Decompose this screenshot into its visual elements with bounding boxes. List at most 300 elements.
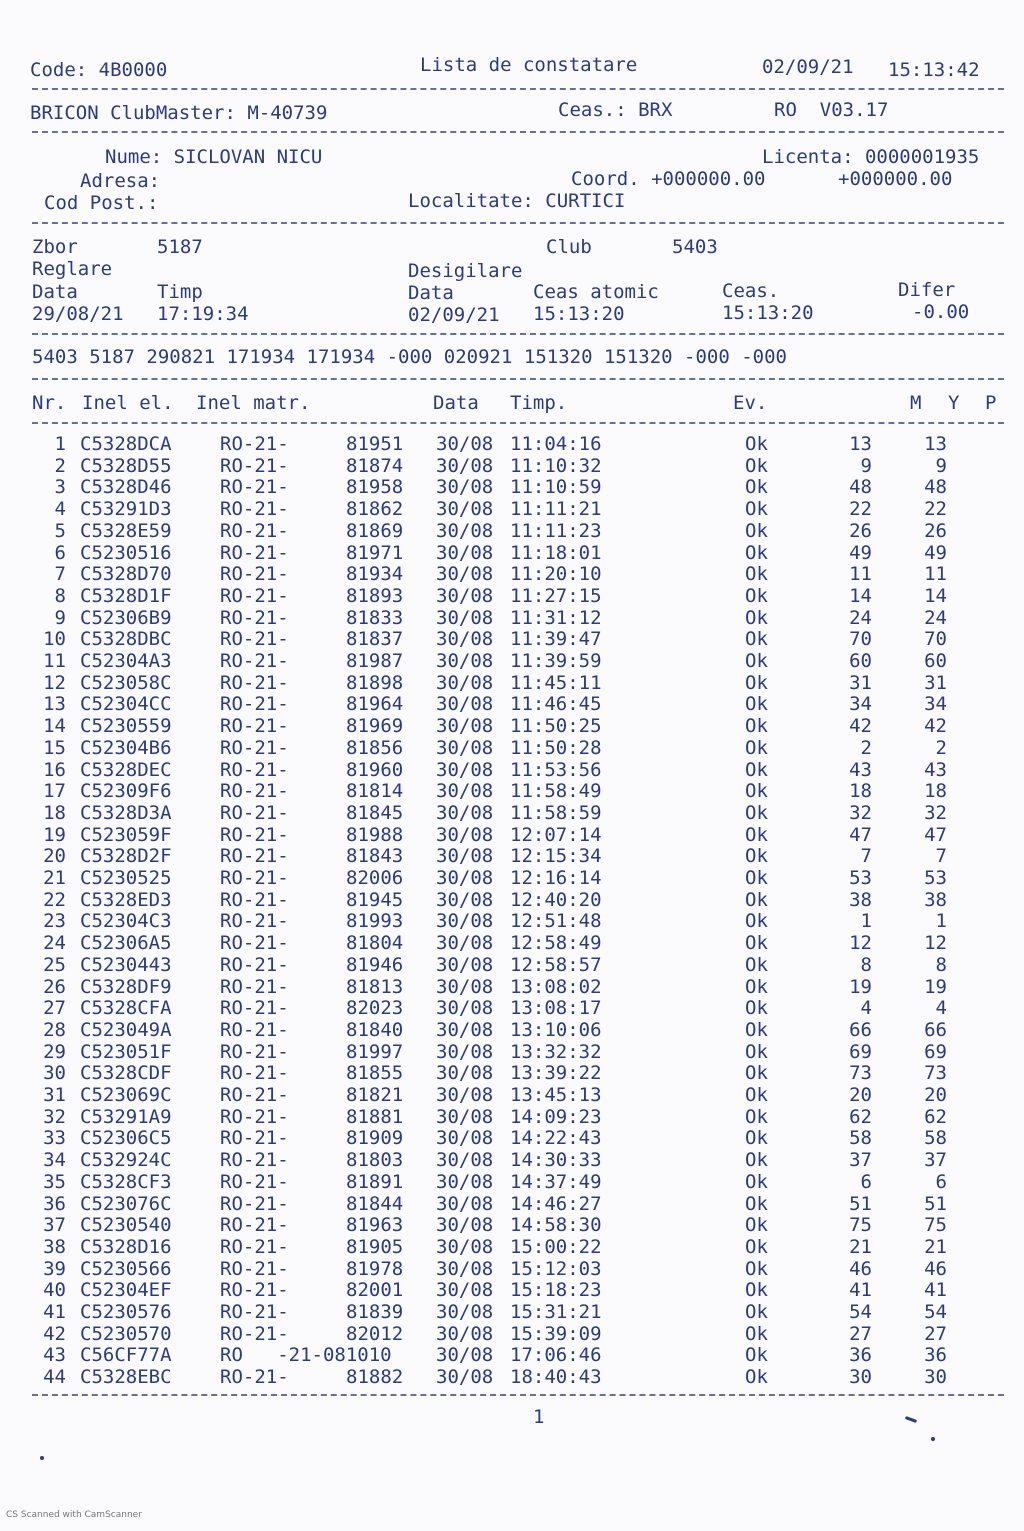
electronic-ring: C53291D3 bbox=[80, 498, 172, 521]
table-row bbox=[0, 585, 1024, 607]
electronic-ring: C532924C bbox=[80, 1149, 172, 1172]
y-value: 14 bbox=[924, 584, 947, 607]
event-status: Ok bbox=[745, 953, 768, 976]
arrival-time: 14:22:43 bbox=[510, 1127, 602, 1150]
row-number: 6 bbox=[54, 541, 66, 564]
m-value: 41 bbox=[849, 1279, 872, 1302]
row-number: 43 bbox=[43, 1344, 66, 1367]
registration-ring-prefix: RO-21- bbox=[220, 541, 289, 564]
event-status: Ok bbox=[745, 1149, 768, 1172]
electronic-ring: C52306B9 bbox=[80, 606, 172, 629]
event-status: Ok bbox=[745, 1192, 768, 1215]
table-row bbox=[0, 976, 1024, 998]
m-value: 1 bbox=[860, 910, 872, 933]
electronic-ring: C523059F bbox=[80, 823, 172, 846]
m-value: 58 bbox=[849, 1127, 872, 1150]
arrival-time: 11:27:15 bbox=[510, 584, 602, 607]
event-status: Ok bbox=[745, 563, 768, 586]
table-row bbox=[0, 1236, 1024, 1258]
registration-ring-prefix: RO-21- bbox=[220, 715, 289, 738]
electronic-ring: C5328CFA bbox=[80, 997, 172, 1020]
electronic-ring: C5328D3A bbox=[80, 801, 172, 824]
registration-ring-number: 81869 bbox=[346, 519, 404, 542]
electronic-ring: C5328D1F bbox=[80, 584, 172, 607]
setting-time: 17:19:34 bbox=[157, 303, 249, 325]
arrival-date: 30/08 bbox=[436, 997, 494, 1020]
y-value: 51 bbox=[924, 1192, 947, 1215]
event-status: Ok bbox=[745, 1344, 768, 1367]
arrival-date: 30/08 bbox=[436, 823, 494, 846]
license-number: Licenta: 0000001935 bbox=[762, 146, 980, 168]
arrival-date: 30/08 bbox=[436, 1040, 494, 1063]
ink-mark bbox=[931, 1437, 935, 1441]
row-number: 17 bbox=[43, 780, 66, 803]
m-value: 70 bbox=[849, 628, 872, 651]
table-row bbox=[0, 1323, 1024, 1345]
unsealing-date-label: Data bbox=[408, 282, 454, 304]
event-status: Ok bbox=[745, 758, 768, 781]
y-value: 2 bbox=[935, 736, 947, 759]
arrival-date: 30/08 bbox=[436, 671, 494, 694]
table-row bbox=[0, 1258, 1024, 1280]
electronic-ring: C5230525 bbox=[80, 867, 172, 889]
device-label: BRICON ClubMaster: M-40739 bbox=[30, 102, 328, 124]
event-status: Ok bbox=[745, 1018, 768, 1041]
arrival-time: 14:58:30 bbox=[510, 1214, 602, 1237]
arrival-time: 14:37:49 bbox=[510, 1170, 602, 1193]
setting-date: 29/08/21 bbox=[32, 303, 124, 325]
registration-ring-number: 81893 bbox=[346, 584, 404, 607]
registration-ring-number: 81969 bbox=[346, 715, 404, 738]
table-row bbox=[0, 1041, 1024, 1063]
registration-ring-number: 81963 bbox=[346, 1214, 404, 1237]
registration-ring-prefix: RO-21- bbox=[220, 1257, 289, 1280]
y-value: 41 bbox=[924, 1279, 947, 1302]
registration-ring-number: 81978 bbox=[346, 1257, 404, 1280]
event-status: Ok bbox=[745, 541, 768, 564]
club-label: Club bbox=[546, 236, 592, 258]
registration-ring-number: 81964 bbox=[346, 693, 404, 716]
column-header-date: Data bbox=[433, 392, 479, 414]
row-number: 44 bbox=[43, 1366, 66, 1389]
arrival-time: 13:08:02 bbox=[510, 975, 602, 998]
row-number: 37 bbox=[43, 1214, 66, 1237]
table-row bbox=[0, 1062, 1024, 1084]
arrival-date: 30/08 bbox=[436, 1301, 494, 1323]
row-number: 8 bbox=[54, 584, 66, 607]
registration-ring-number: 81840 bbox=[346, 1018, 404, 1041]
table-header bbox=[0, 392, 1024, 414]
arrival-time: 11:46:45 bbox=[510, 693, 602, 716]
registration-ring-number: 82012 bbox=[346, 1322, 404, 1345]
table-row bbox=[0, 672, 1024, 694]
arrival-time: 12:07:14 bbox=[510, 823, 602, 846]
table-row bbox=[0, 1084, 1024, 1106]
registration-ring-prefix: RO-21- bbox=[220, 1192, 289, 1215]
row-number: 21 bbox=[43, 867, 66, 889]
arrival-date: 30/08 bbox=[436, 1084, 494, 1106]
event-status: Ok bbox=[745, 606, 768, 629]
table-row bbox=[0, 455, 1024, 477]
m-value: 38 bbox=[849, 888, 872, 911]
electronic-ring: C5230540 bbox=[80, 1214, 172, 1237]
registration-ring-number: 81837 bbox=[346, 628, 404, 651]
row-number: 19 bbox=[43, 823, 66, 846]
y-value: 20 bbox=[924, 1084, 947, 1106]
column-header-m: M bbox=[910, 392, 922, 414]
m-value: 53 bbox=[849, 867, 872, 889]
m-value: 11 bbox=[849, 563, 872, 586]
registration-ring-number: 81855 bbox=[346, 1062, 404, 1085]
arrival-time: 11:11:23 bbox=[510, 519, 602, 542]
code-line: 5403 5187 290821 171934 171934 -000 020921 151320 151320 -000 -000 bbox=[32, 346, 787, 368]
registration-ring-prefix: RO-21- bbox=[220, 932, 289, 955]
arrival-time: 14:46:27 bbox=[510, 1192, 602, 1215]
arrival-date: 30/08 bbox=[436, 628, 494, 651]
m-value: 21 bbox=[849, 1235, 872, 1258]
arrival-time: 11:39:59 bbox=[510, 650, 602, 672]
table-row bbox=[0, 693, 1024, 715]
y-value: 58 bbox=[924, 1127, 947, 1150]
registration-ring-prefix: RO-21- bbox=[220, 888, 289, 911]
coordinates: Coord. +000000.00 bbox=[571, 168, 766, 190]
electronic-ring: C52306C5 bbox=[80, 1127, 172, 1150]
table-row bbox=[0, 802, 1024, 824]
column-header-time: Timp. bbox=[510, 392, 568, 414]
row-number: 5 bbox=[54, 519, 66, 542]
arrival-time: 17:06:46 bbox=[510, 1344, 602, 1367]
row-number: 42 bbox=[43, 1322, 66, 1345]
row-number: 9 bbox=[54, 606, 66, 629]
electronic-ring: C52304CC bbox=[80, 693, 172, 716]
m-value: 47 bbox=[849, 823, 872, 846]
electronic-ring: C5328ED3 bbox=[80, 888, 172, 911]
event-status: Ok bbox=[745, 1040, 768, 1063]
registration-ring-number: 81997 bbox=[346, 1040, 404, 1063]
table-row bbox=[0, 889, 1024, 911]
table-row bbox=[0, 433, 1024, 455]
event-status: Ok bbox=[745, 650, 768, 672]
arrival-time: 11:39:47 bbox=[510, 628, 602, 651]
clock-time-label: Ceas. bbox=[722, 280, 780, 302]
table-row bbox=[0, 476, 1024, 498]
m-value: 66 bbox=[849, 1018, 872, 1041]
arrival-date: 30/08 bbox=[436, 1127, 494, 1150]
arrival-date: 30/08 bbox=[436, 1214, 494, 1237]
electronic-ring: C5328E59 bbox=[80, 519, 172, 542]
row-number: 25 bbox=[43, 953, 66, 976]
arrival-date: 30/08 bbox=[436, 888, 494, 911]
arrival-time: 12:58:57 bbox=[510, 953, 602, 976]
y-value: 13 bbox=[924, 433, 947, 455]
event-status: Ok bbox=[745, 1062, 768, 1085]
electronic-ring: C52304C3 bbox=[80, 910, 172, 933]
postal-code-label: Cod Post.: bbox=[44, 192, 159, 214]
row-number: 3 bbox=[54, 476, 66, 499]
address-label: Adresa: bbox=[80, 170, 161, 192]
event-status: Ok bbox=[745, 1170, 768, 1193]
table-row bbox=[0, 715, 1024, 737]
electronic-ring: C5328EBC bbox=[80, 1366, 172, 1389]
flight-label: Zbor bbox=[32, 236, 78, 258]
divider bbox=[32, 378, 1004, 380]
club-number: 5403 bbox=[672, 236, 718, 258]
event-status: Ok bbox=[745, 845, 768, 868]
event-status: Ok bbox=[745, 1105, 768, 1128]
m-value: 13 bbox=[849, 433, 872, 455]
row-number: 33 bbox=[43, 1127, 66, 1150]
y-value: 27 bbox=[924, 1322, 947, 1345]
registration-ring-prefix: RO-21- bbox=[220, 1301, 289, 1323]
column-header-electronic-ring: Inel el. bbox=[82, 392, 174, 414]
y-value: 24 bbox=[924, 606, 947, 629]
m-value: 32 bbox=[849, 801, 872, 824]
table-row bbox=[0, 845, 1024, 867]
table-row bbox=[0, 759, 1024, 781]
m-value: 27 bbox=[849, 1322, 872, 1345]
arrival-date: 30/08 bbox=[436, 563, 494, 586]
registration-ring-number: 81891 bbox=[346, 1170, 404, 1193]
arrival-time: 15:39:09 bbox=[510, 1322, 602, 1345]
m-value: 9 bbox=[860, 454, 872, 477]
ink-mark bbox=[40, 1456, 44, 1460]
event-status: Ok bbox=[745, 823, 768, 846]
arrival-date: 30/08 bbox=[436, 1279, 494, 1302]
event-status: Ok bbox=[745, 932, 768, 955]
divider bbox=[32, 222, 1004, 224]
registration-ring-number: 81988 bbox=[346, 823, 404, 846]
report-time: 15:13:42 bbox=[888, 59, 980, 81]
event-status: Ok bbox=[745, 1214, 768, 1237]
y-value: 38 bbox=[924, 888, 947, 911]
table-row bbox=[0, 563, 1024, 585]
m-value: 69 bbox=[849, 1040, 872, 1063]
registration-ring-prefix: RO-21- bbox=[220, 1214, 289, 1237]
registration-ring-number: 81909 bbox=[346, 1127, 404, 1150]
y-value: 36 bbox=[924, 1344, 947, 1367]
arrival-date: 30/08 bbox=[436, 1344, 494, 1367]
m-value: 73 bbox=[849, 1062, 872, 1085]
y-value: 4 bbox=[935, 997, 947, 1020]
arrival-time: 13:10:06 bbox=[510, 1018, 602, 1041]
y-value: 60 bbox=[924, 650, 947, 672]
arrival-date: 30/08 bbox=[436, 932, 494, 955]
y-value: 32 bbox=[924, 801, 947, 824]
registration-ring-prefix: RO-21- bbox=[220, 1018, 289, 1041]
m-value: 19 bbox=[849, 975, 872, 998]
row-number: 22 bbox=[43, 888, 66, 911]
arrival-time: 12:40:20 bbox=[510, 888, 602, 911]
electronic-ring: C5328D46 bbox=[80, 476, 172, 499]
difference-value: -0.00 bbox=[912, 301, 970, 323]
registration-ring-prefix: RO-21- bbox=[220, 693, 289, 716]
m-value: 54 bbox=[849, 1301, 872, 1323]
report-date: 02/09/21 bbox=[762, 56, 854, 78]
y-value: 21 bbox=[924, 1235, 947, 1258]
registration-ring-prefix: RO-21- bbox=[220, 1322, 289, 1345]
registration-ring-prefix: RO-21- bbox=[220, 736, 289, 759]
y-value: 34 bbox=[924, 693, 947, 716]
row-number: 36 bbox=[43, 1192, 66, 1215]
row-number: 18 bbox=[43, 801, 66, 824]
arrival-date: 30/08 bbox=[436, 584, 494, 607]
event-status: Ok bbox=[745, 1084, 768, 1106]
arrival-time: 12:16:14 bbox=[510, 867, 602, 889]
registration-ring-prefix: RO-21- bbox=[220, 1235, 289, 1258]
event-status: Ok bbox=[745, 671, 768, 694]
arrival-time: 15:18:23 bbox=[510, 1279, 602, 1302]
table-row bbox=[0, 1019, 1024, 1041]
arrival-time: 12:15:34 bbox=[510, 845, 602, 868]
electronic-ring: C5230566 bbox=[80, 1257, 172, 1280]
m-value: 36 bbox=[849, 1344, 872, 1367]
y-value: 19 bbox=[924, 975, 947, 998]
event-status: Ok bbox=[745, 888, 768, 911]
table-row bbox=[0, 607, 1024, 629]
registration-ring-number: 81844 bbox=[346, 1192, 404, 1215]
scanner-watermark: CS Scanned with CamScanner bbox=[6, 1510, 142, 1520]
divider bbox=[32, 422, 1004, 424]
y-value: 54 bbox=[924, 1301, 947, 1323]
row-number: 34 bbox=[43, 1149, 66, 1172]
arrival-date: 30/08 bbox=[436, 845, 494, 868]
registration-ring-prefix: RO-21- bbox=[220, 758, 289, 781]
electronic-ring: C5230516 bbox=[80, 541, 172, 564]
event-status: Ok bbox=[745, 693, 768, 716]
registration-ring-number: 81898 bbox=[346, 671, 404, 694]
row-number: 29 bbox=[43, 1040, 66, 1063]
electronic-ring: C5328CDF bbox=[80, 1062, 172, 1085]
row-number: 13 bbox=[43, 693, 66, 716]
m-value: 12 bbox=[849, 932, 872, 955]
table-row bbox=[0, 498, 1024, 520]
arrival-date: 30/08 bbox=[436, 433, 494, 455]
m-value: 8 bbox=[860, 953, 872, 976]
arrival-date: 30/08 bbox=[436, 867, 494, 889]
registration-ring-number: 81993 bbox=[346, 910, 404, 933]
table-row bbox=[0, 824, 1024, 846]
table-row bbox=[0, 1279, 1024, 1301]
registration-ring-prefix: RO-21- bbox=[220, 1279, 289, 1302]
event-status: Ok bbox=[745, 584, 768, 607]
m-value: 24 bbox=[849, 606, 872, 629]
registration-ring-number: 81833 bbox=[346, 606, 404, 629]
registration-ring-number: 81934 bbox=[346, 563, 404, 586]
table-row bbox=[0, 1214, 1024, 1236]
arrival-date: 30/08 bbox=[436, 975, 494, 998]
arrival-date: 30/08 bbox=[436, 606, 494, 629]
registration-ring-prefix: RO-21- bbox=[220, 650, 289, 672]
registration-ring-prefix: RO-21- bbox=[220, 801, 289, 824]
y-value: 48 bbox=[924, 476, 947, 499]
electronic-ring: C5230559 bbox=[80, 715, 172, 738]
registration-ring-prefix: RO-21- bbox=[220, 1040, 289, 1063]
event-status: Ok bbox=[745, 867, 768, 889]
registration-ring-number: 81874 bbox=[346, 454, 404, 477]
y-value: 69 bbox=[924, 1040, 947, 1063]
registration-ring-number: 81803 bbox=[346, 1149, 404, 1172]
arrival-date: 30/08 bbox=[436, 498, 494, 521]
table-row bbox=[0, 932, 1024, 954]
y-value: 46 bbox=[924, 1257, 947, 1280]
setting-label: Reglare bbox=[32, 258, 113, 280]
registration-ring-number: 81987 bbox=[346, 650, 404, 672]
unsealing-label: Desigilare bbox=[408, 260, 523, 282]
y-value: 43 bbox=[924, 758, 947, 781]
m-value: 62 bbox=[849, 1105, 872, 1128]
registration-ring-prefix: RO-21- bbox=[220, 454, 289, 477]
y-value: 49 bbox=[924, 541, 947, 564]
atomic-clock-label: Ceas atomic bbox=[533, 281, 659, 303]
arrival-time: 12:51:48 bbox=[510, 910, 602, 933]
arrival-time: 12:58:49 bbox=[510, 932, 602, 955]
table-row bbox=[0, 954, 1024, 976]
arrival-date: 30/08 bbox=[436, 476, 494, 499]
y-value: 66 bbox=[924, 1018, 947, 1041]
y-value: 37 bbox=[924, 1149, 947, 1172]
registration-ring-number: 81814 bbox=[346, 780, 404, 803]
table-row bbox=[0, 867, 1024, 889]
y-value: 1 bbox=[935, 910, 947, 933]
registration-ring-prefix: RO-21- bbox=[220, 563, 289, 586]
arrival-date: 30/08 bbox=[436, 736, 494, 759]
registration-ring-prefix: RO-21- bbox=[220, 476, 289, 499]
registration-ring-prefix: RO-21- bbox=[220, 519, 289, 542]
arrival-time: 11:45:11 bbox=[510, 671, 602, 694]
m-value: 48 bbox=[849, 476, 872, 499]
registration-ring-number: 81856 bbox=[346, 736, 404, 759]
m-value: 37 bbox=[849, 1149, 872, 1172]
table-row bbox=[0, 1344, 1024, 1366]
event-status: Ok bbox=[745, 1301, 768, 1323]
row-number: 12 bbox=[43, 671, 66, 694]
electronic-ring: C5230570 bbox=[80, 1322, 172, 1345]
table-row bbox=[0, 520, 1024, 542]
event-status: Ok bbox=[745, 780, 768, 803]
arrival-date: 30/08 bbox=[436, 953, 494, 976]
electronic-ring: C52309F6 bbox=[80, 780, 172, 803]
clock-time: 15:13:20 bbox=[722, 302, 814, 324]
y-value: 26 bbox=[924, 519, 947, 542]
arrival-time: 11:10:32 bbox=[510, 454, 602, 477]
row-number: 15 bbox=[43, 736, 66, 759]
table-row bbox=[0, 650, 1024, 672]
arrival-date: 30/08 bbox=[436, 910, 494, 933]
arrival-date: 30/08 bbox=[436, 1170, 494, 1193]
arrival-time: 11:58:49 bbox=[510, 780, 602, 803]
arrival-date: 30/08 bbox=[436, 1192, 494, 1215]
row-number: 35 bbox=[43, 1170, 66, 1193]
electronic-ring: C5328D70 bbox=[80, 563, 172, 586]
registration-ring-number: 81813 bbox=[346, 975, 404, 998]
column-header-p: P bbox=[985, 392, 997, 414]
arrival-date: 30/08 bbox=[436, 1105, 494, 1128]
m-value: 22 bbox=[849, 498, 872, 521]
row-number: 23 bbox=[43, 910, 66, 933]
table-row bbox=[0, 1301, 1024, 1323]
registration-ring-prefix: RO-21- bbox=[220, 845, 289, 868]
arrival-time: 11:50:25 bbox=[510, 715, 602, 738]
event-status: Ok bbox=[745, 1257, 768, 1280]
electronic-ring: C5328D2F bbox=[80, 845, 172, 868]
registration-ring-prefix: RO-21- bbox=[220, 867, 289, 889]
row-number: 10 bbox=[43, 628, 66, 651]
registration-ring-prefix: RO-21- bbox=[220, 1105, 289, 1128]
electronic-ring: C523049A bbox=[80, 1018, 172, 1041]
event-status: Ok bbox=[745, 975, 768, 998]
event-status: Ok bbox=[745, 715, 768, 738]
arrival-time: 11:53:56 bbox=[510, 758, 602, 781]
